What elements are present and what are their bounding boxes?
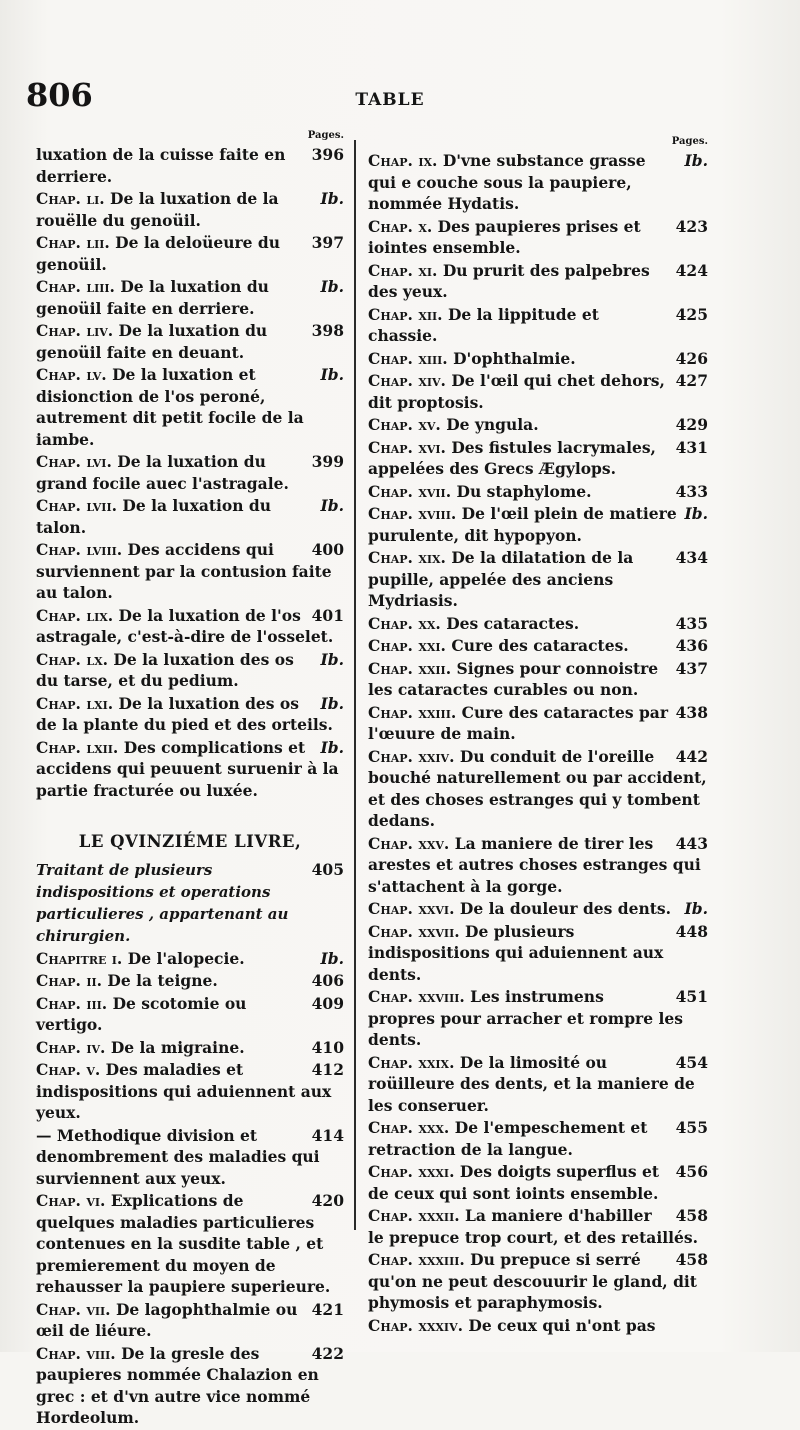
entry-page-number: 443 bbox=[675, 833, 708, 853]
right-entries bbox=[368, 150, 708, 1336]
entry-page-number: 426 bbox=[675, 348, 708, 368]
entry-chapter-label: Chap. xxv. bbox=[368, 833, 450, 853]
entry-page-number: 398 bbox=[311, 321, 344, 340]
entry-title: Methodique division et denombrement des maladies qui surviennent aux yeux. bbox=[36, 1125, 320, 1188]
entry-chapter-label: Chap. lxi. bbox=[36, 693, 114, 713]
toc-entry bbox=[36, 232, 344, 275]
entry-chapter-label: Chapitre i. bbox=[36, 948, 123, 968]
toc-entry bbox=[36, 144, 344, 187]
entry-chapter-label: Chap. ii. bbox=[36, 971, 103, 990]
entry-page-number: Ib. bbox=[320, 496, 344, 515]
entry-chapter-label: Chap. xxxiv. bbox=[368, 1315, 464, 1335]
entry-page-number: 420 bbox=[311, 1191, 344, 1210]
left-column bbox=[36, 130, 344, 1430]
entry-title: De la luxation du grand focile auec l'astragale. bbox=[36, 452, 289, 493]
toc-entry bbox=[368, 833, 708, 898]
entry-title: De l'œil qui chet dehors, dit proptosis. bbox=[368, 371, 665, 412]
toc-entry bbox=[36, 693, 344, 736]
entry-title: Du conduit de l'oreille bouché naturellement ou par accident, et des choses estranges qui y tombent dedans. bbox=[368, 746, 707, 830]
entry-page-number: 456 bbox=[675, 1162, 708, 1181]
toc-entry bbox=[36, 993, 344, 1036]
toc-entry bbox=[36, 970, 344, 992]
toc-entry bbox=[36, 1299, 344, 1342]
toc-entry bbox=[368, 150, 708, 215]
entry-chapter-label: Chap. xv. bbox=[368, 415, 441, 434]
entry-title: De l'empeschement et retraction de la langue. bbox=[368, 1118, 648, 1159]
toc-entry bbox=[368, 370, 708, 413]
entry-chapter-label: Chap. xxiii. bbox=[368, 702, 457, 722]
entry-chapter-label: Chap. xxvi. bbox=[368, 899, 455, 918]
entry-chapter-label: Chap. lix. bbox=[36, 605, 114, 625]
toc-entry bbox=[36, 1059, 344, 1124]
entry-title: De lagophthalmie ou œil de liéure. bbox=[36, 1299, 298, 1340]
book-description-entry bbox=[36, 859, 344, 947]
toc-entry bbox=[368, 1052, 708, 1117]
entry-page-number: 400 bbox=[311, 540, 344, 559]
entry-chapter-label: Chap. ix. bbox=[368, 151, 438, 170]
entry-chapter-label: Chap. xvi. bbox=[368, 437, 446, 457]
entry-title: De la luxation et disionction de l'os peroné, autrement dit petit focile de la iambe. bbox=[36, 365, 304, 449]
entry-title: D'ophthalmie. bbox=[453, 348, 576, 368]
entry-chapter-label: Chap. liv. bbox=[36, 321, 114, 340]
left-entries-bottom bbox=[36, 948, 344, 1429]
entry-chapter-label: Chap. lx. bbox=[36, 649, 108, 669]
entry-chapter-label: Chap. v. bbox=[36, 1060, 101, 1079]
entry-title: De plusieurs indispositions qui aduiennent aux dents. bbox=[368, 921, 664, 984]
book-title: LE QVINZIÉME LIVRE, bbox=[78, 832, 302, 851]
toc-entry bbox=[36, 649, 344, 692]
entry-chapter-label: Chap. xxix. bbox=[368, 1052, 455, 1072]
toc-entry bbox=[368, 503, 708, 546]
entry-title: De la limosité ou roüilleure des dents, et la maniere de les conseruer. bbox=[368, 1052, 695, 1115]
entry-page-number: 399 bbox=[311, 452, 344, 471]
entry-page-number: 437 bbox=[675, 658, 708, 678]
toc-entry bbox=[368, 216, 708, 259]
toc-entry bbox=[36, 320, 344, 363]
entry-chapter-label: Chap. xviii. bbox=[368, 504, 457, 523]
entry-title: Cure des cataractes. bbox=[451, 636, 629, 655]
entry-title: De ceux qui n'ont pas bbox=[468, 1315, 656, 1335]
entry-chapter-label: Chap. xxxii. bbox=[368, 1206, 460, 1225]
running-head: TABLE bbox=[355, 90, 425, 110]
entry-chapter-label: Chap. xxi. bbox=[368, 636, 446, 655]
entry-title: De l'œil plein de matiere purulente, dit hypopyon. bbox=[368, 504, 677, 545]
entry-page-number: 425 bbox=[675, 304, 708, 324]
entry-title: Du staphylome. bbox=[456, 481, 592, 501]
entry-chapter-label: Chap. li. bbox=[36, 189, 105, 208]
entry-title: De la deloüeure du genoüil. bbox=[36, 233, 281, 274]
toc-entry bbox=[36, 276, 344, 319]
toc-entry bbox=[368, 702, 708, 745]
toc-entry bbox=[368, 481, 708, 503]
entry-page-number: Ib. bbox=[320, 948, 344, 968]
entry-title: De yngula. bbox=[446, 415, 539, 434]
entry-page-number: 429 bbox=[675, 415, 708, 434]
toc-entry bbox=[368, 986, 708, 1051]
toc-entry bbox=[368, 613, 708, 635]
entry-chapter-label: Chap. iv. bbox=[36, 1037, 106, 1057]
entry-page-number: Ib. bbox=[320, 365, 344, 384]
entry-title: Des maladies et indispositions qui aduiennent aux yeux. bbox=[36, 1060, 332, 1122]
entry-page-number: Ib. bbox=[320, 737, 344, 757]
toc-entry bbox=[368, 1205, 708, 1248]
entry-chapter-label: Chap. lxii. bbox=[36, 737, 119, 757]
entry-title: Signes pour connoistre les cataractes curables ou non. bbox=[368, 658, 659, 699]
entry-page-number: 427 bbox=[675, 371, 708, 390]
entry-page-number: 455 bbox=[675, 1118, 708, 1137]
toc-entry bbox=[36, 737, 344, 802]
toc-entry bbox=[368, 437, 708, 480]
entry-page-number: 436 bbox=[675, 636, 708, 655]
entry-chapter-label: Chap. xiii. bbox=[368, 348, 448, 368]
toc-entry bbox=[368, 1161, 708, 1204]
entry-title: De la luxation de l'os astragale, c'est-à-dire de l'osselet. bbox=[36, 605, 334, 646]
toc-entry bbox=[368, 635, 708, 657]
column-divider bbox=[354, 140, 356, 1230]
entry-title: Du prurit des palpebres des yeux. bbox=[368, 260, 650, 301]
toc-entry bbox=[368, 1249, 708, 1314]
entry-page-number: 424 bbox=[675, 260, 708, 280]
entry-chapter-label: — bbox=[36, 1125, 52, 1145]
toc-entry bbox=[368, 1117, 708, 1160]
entry-title: Des accidens qui surviennent par la contusion faite au talon. bbox=[36, 540, 332, 602]
entry-chapter-label: Chap. xxviii. bbox=[368, 987, 465, 1006]
entry-page-number: 414 bbox=[311, 1125, 344, 1145]
entry-title: De l'alopecie. bbox=[127, 948, 245, 968]
entry-title: De la luxation des os de la plante du pied et des orteils. bbox=[36, 693, 333, 734]
entry-title: Explications de quelques maladies particulieres contenues en la susdite table , et premierement du moyen de rehausser la paupiere superieure. bbox=[36, 1191, 331, 1296]
toc-entry bbox=[368, 547, 708, 612]
entry-chapter-label: Chap. xx. bbox=[368, 613, 441, 633]
entry-page-number: 422 bbox=[311, 1343, 344, 1363]
entry-page-number: 421 bbox=[311, 1299, 344, 1319]
entry-chapter-label: Chap. viii. bbox=[36, 1343, 116, 1363]
toc-entry bbox=[368, 1315, 708, 1337]
entry-chapter-label: Chap. vii. bbox=[36, 1299, 111, 1319]
entry-chapter-label: Chap. lviii. bbox=[36, 540, 123, 559]
entry-title: Du prepuce si serré qu'on ne peut descouurir le gland, dit phymosis et paraphymosis. bbox=[368, 1250, 697, 1312]
toc-entry bbox=[368, 414, 708, 436]
entry-page-number: 423 bbox=[675, 216, 708, 236]
entry-page-number: 458 bbox=[675, 1250, 708, 1269]
entry-chapter-label: Chap. vi. bbox=[36, 1191, 106, 1210]
entry-page-number: 406 bbox=[311, 971, 344, 990]
left-entries-top bbox=[36, 144, 344, 801]
entry-page-number: Ib. bbox=[320, 277, 344, 296]
entry-title: Des paupieres prises et iointes ensemble. bbox=[368, 216, 641, 257]
entry-title: D'vne substance grasse qui e couche sous la paupiere, nommée Hydatis. bbox=[368, 151, 646, 213]
pages-label: Pages. bbox=[671, 136, 708, 147]
toc-entry bbox=[368, 348, 708, 370]
toc-entry bbox=[36, 364, 344, 450]
toc-entry bbox=[36, 605, 344, 648]
entry-page-number: 435 bbox=[675, 613, 708, 633]
entry-chapter-label: Chap. xiv. bbox=[368, 371, 446, 390]
entry-page-number: Ib. bbox=[320, 189, 344, 208]
entry-title: Des cataractes. bbox=[446, 613, 580, 633]
toc-entry bbox=[36, 1190, 344, 1298]
toc-entry bbox=[36, 451, 344, 494]
entry-chapter-label: Chap. xxxiii. bbox=[368, 1250, 465, 1269]
pages-label: Pages. bbox=[307, 130, 344, 141]
toc-entry bbox=[368, 921, 708, 986]
entry-page-number: 410 bbox=[311, 1037, 344, 1057]
entry-page-number: 397 bbox=[311, 233, 344, 252]
entry-chapter-label: Chap. xxx. bbox=[368, 1118, 450, 1137]
entry-chapter-label: Chap. lv. bbox=[36, 365, 107, 384]
entry-title: De la dilatation de la pupille, appelée des anciens Mydriasis. bbox=[368, 548, 634, 610]
entry-chapter-label: Chap. liii. bbox=[36, 277, 115, 296]
entry-title: De scotomie ou vertigo. bbox=[36, 993, 247, 1034]
entry-chapter-label: Chap. xxii. bbox=[368, 658, 452, 678]
entry-page-number: 409 bbox=[311, 993, 344, 1013]
entry-chapter-label: Chap. lii. bbox=[36, 233, 110, 252]
entry-page-number: 458 bbox=[675, 1206, 708, 1225]
entry-title: De la luxation des os du tarse, et du pedium. bbox=[36, 649, 294, 690]
toc-entry bbox=[368, 260, 708, 303]
toc-entry bbox=[36, 495, 344, 538]
entry-page-number: 434 bbox=[675, 548, 708, 567]
entry-page-number: 438 bbox=[675, 702, 708, 722]
entry-title: Des doigts superflus et de ceux qui sont ioints ensemble. bbox=[368, 1162, 660, 1203]
entry-title: De la teigne. bbox=[107, 971, 218, 990]
entry-page-number: Ib. bbox=[320, 693, 344, 713]
entry-title: De la gresle des paupieres nommée Chalazion en grec : et d'vn autre vice nommé Hordeolum. bbox=[36, 1343, 319, 1427]
entry-page-number: 451 bbox=[675, 987, 708, 1006]
entry-chapter-label: Chap. xix. bbox=[368, 548, 446, 567]
entry-title: De la douleur des dents. bbox=[459, 899, 672, 918]
entry-chapter-label: Chap. lvi. bbox=[36, 452, 112, 471]
page-number: 806 bbox=[26, 76, 93, 114]
toc-entry bbox=[36, 948, 344, 970]
entry-title: La maniere de tirer les arestes et autres choses estranges qui s'attachent à la gorge. bbox=[368, 833, 701, 896]
entry-chapter-label: Chap. xii. bbox=[368, 304, 443, 324]
entry-title: luxation de la cuisse faite en derriere. bbox=[36, 145, 286, 186]
entry-page-number: Ib. bbox=[684, 899, 708, 918]
toc-entry bbox=[368, 746, 708, 832]
entry-title: De la lippitude et chassie. bbox=[368, 304, 599, 345]
entry-title: Des fistules lacrymales, appelées des Grecs Ægylops. bbox=[368, 437, 656, 478]
toc-entry bbox=[368, 898, 708, 920]
toc-entry bbox=[368, 304, 708, 347]
entry-title: De la luxation de la rouëlle du genoüil. bbox=[36, 189, 279, 230]
entry-title: Cure des cataractes par l'œuure de main. bbox=[368, 702, 669, 743]
toc-entry bbox=[36, 1343, 344, 1429]
entry-chapter-label: Chap. xxiv. bbox=[368, 746, 455, 766]
toc-entry bbox=[368, 658, 708, 701]
entry-title: De la luxation du genoüil faite en deuant. bbox=[36, 321, 268, 362]
entry-page-number: Ib. bbox=[684, 504, 708, 523]
entry-page-number: 412 bbox=[311, 1060, 344, 1079]
entry-chapter-label: Chap. xi. bbox=[368, 260, 438, 280]
entry-chapter-label: Chap. xxxi. bbox=[368, 1162, 455, 1181]
entry-page-number: 448 bbox=[675, 921, 708, 941]
entry-page-number: 401 bbox=[311, 605, 344, 625]
toc-entry bbox=[36, 1125, 344, 1190]
entry-page-number: 454 bbox=[675, 1052, 708, 1072]
entry-page-number: 396 bbox=[311, 145, 344, 164]
entry-chapter-label: Chap. x. bbox=[368, 216, 433, 236]
entry-page-number: 431 bbox=[675, 437, 708, 457]
book-description: Traitant de plusieurs indispositions et operations particulieres , appartenant au chirurgien. bbox=[36, 860, 289, 945]
entry-title: Des complications et accidens qui peuuent suruenir à la partie fracturée ou luxée. bbox=[36, 737, 339, 800]
entry-page-number: 433 bbox=[675, 481, 708, 501]
toc-entry bbox=[36, 539, 344, 604]
entry-title: De la migraine. bbox=[110, 1037, 245, 1057]
book-description-page: 405 bbox=[311, 859, 344, 879]
entry-chapter-label: Chap. lvii. bbox=[36, 496, 117, 515]
toc-entry bbox=[36, 188, 344, 231]
entry-chapter-label: Chap. xxvii. bbox=[368, 921, 460, 941]
entry-title: De la luxation du talon. bbox=[36, 496, 272, 537]
entry-title: Les instrumens propres pour arracher et rompre les dents. bbox=[368, 987, 683, 1049]
right-column bbox=[368, 136, 708, 1337]
entry-title: La maniere d'habiller le prepuce trop court, et des retaillés. bbox=[368, 1206, 698, 1247]
entry-page-number: 442 bbox=[675, 746, 708, 766]
entry-page-number: Ib. bbox=[684, 151, 708, 170]
entry-page-number: Ib. bbox=[320, 649, 344, 669]
entry-chapter-label: Chap. xvii. bbox=[368, 481, 452, 501]
entry-chapter-label: Chap. iii. bbox=[36, 993, 108, 1013]
toc-entry bbox=[36, 1037, 344, 1059]
entry-title: De la luxation du genoüil faite en derriere. bbox=[36, 277, 269, 318]
